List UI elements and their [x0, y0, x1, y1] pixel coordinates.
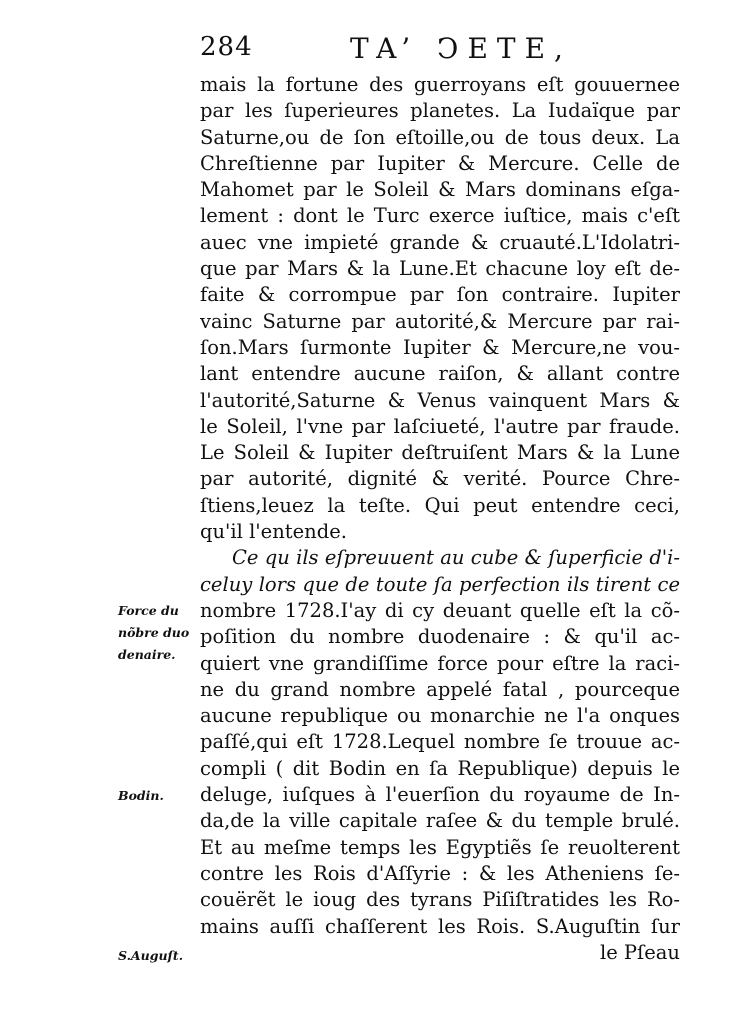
text-line: aucune republique ou monarchie ne l'a onques [200, 704, 680, 728]
text-line: quiert vne grandiſſime force pour eſtre la raci- [200, 651, 680, 675]
margin-note-line: denaire. [118, 647, 176, 662]
text-line: Et au meſme temps les Egyptiẽs ſe reuolterent [200, 835, 680, 859]
margin-note-bodin [118, 785, 204, 807]
text-line: nombre 1728.I'ay di cy deuant quelle eſt la cõ- [200, 598, 680, 622]
running-title: TA’ ϽETE, [350, 32, 572, 65]
margin-note-augustin [118, 945, 204, 967]
text-line: poſition du nombre duodenaire : & qu'il ac- [200, 625, 680, 649]
text-line: couërẽt le ioug des tyrans Piſiſtratides les Ro- [200, 888, 680, 912]
text-line: l'autorité,Saturne & Venus vainquent Mars & [200, 388, 680, 412]
text-line: da,de la ville capitale raſee & du temple brulé. [200, 809, 680, 833]
page-number: 284 [200, 32, 253, 62]
text-line: lement : dont le Turc exerce iuſtice, mais c'eſt [200, 204, 680, 228]
text-line: mais la fortune des guerroyans eſt gouuernee [200, 73, 680, 96]
text-line: faite & corrompue par ſon contraire. Iupiter [200, 283, 680, 307]
text-line: Chreſtienne par Iupiter & Mercure. Celle de [200, 151, 680, 175]
text-line: Le Soleil & Iupiter deſtruiſent Mars & la Lune [200, 441, 680, 465]
text-line: paſſé,qui eſt 1728.Lequel nombre ſe trouue ac- [200, 730, 680, 754]
text-line: lant entendre aucune raiſon, & allant contre [200, 362, 680, 386]
text-line: ſtiens,leuez la teſte. Qui peut entendre ceci, [200, 493, 680, 517]
text-line: vainc Saturne par autorité,& Mercure par rai- [200, 309, 680, 333]
text-line: ſon.Mars ſurmonte Iupiter & Mercure,ne vou- [200, 335, 680, 359]
text-line: le Soleil, l'vne par laſciueté, l'autre par fraude. [200, 414, 680, 438]
heading-line: celuy lors que de toute ſa perfection ils tirent ce [200, 572, 680, 596]
page-header [200, 32, 680, 68]
text-line: que par Mars & la Lune.Et chacune loy eſt de- [200, 257, 680, 281]
margin-note-line: Bodin. [118, 788, 164, 803]
margin-note-line: S.Auguſt. [118, 948, 184, 963]
text-line: auec vne impieté grande & cruauté.L'Idolatri- [200, 230, 680, 254]
text-line: compli ( dit Bodin en ſa Republique) depuis le [200, 756, 680, 780]
margin-note-line: Force du [118, 603, 179, 618]
text-line: Saturne,ou de ſon eſtoille,ou de tous deux. La [200, 125, 680, 149]
margin-note-line: nõbre duo [118, 625, 190, 640]
catchword: le Pſeau [599, 940, 680, 964]
text-line: qu'il l'entende. [200, 520, 347, 544]
text-line: ne du grand nombre appelé fatal , pourceque [200, 677, 680, 701]
body-text [200, 72, 680, 966]
text-line: Mahomet par le Soleil & Mars dominans eſga- [200, 178, 680, 202]
text-line: contre les Rois d'Aſſyrie : & les Atheniens ſe- [200, 861, 680, 885]
text-line: deluge, iuſques à l'euerſion du royaume de In- [200, 783, 680, 807]
text-line: par les ſuperieures planetes. La Iudaïque par [200, 99, 680, 123]
heading-line: Ce qu ils eſpreuuent au cube & ſuperficie d'i- [232, 546, 680, 570]
text-line: par autorité, dignité & verité. Pource Chre- [200, 467, 680, 491]
text-line: mains auſſi chaſſerent les Rois. S.Auguſtin ſur [200, 914, 680, 938]
margin-note-force [118, 600, 204, 666]
